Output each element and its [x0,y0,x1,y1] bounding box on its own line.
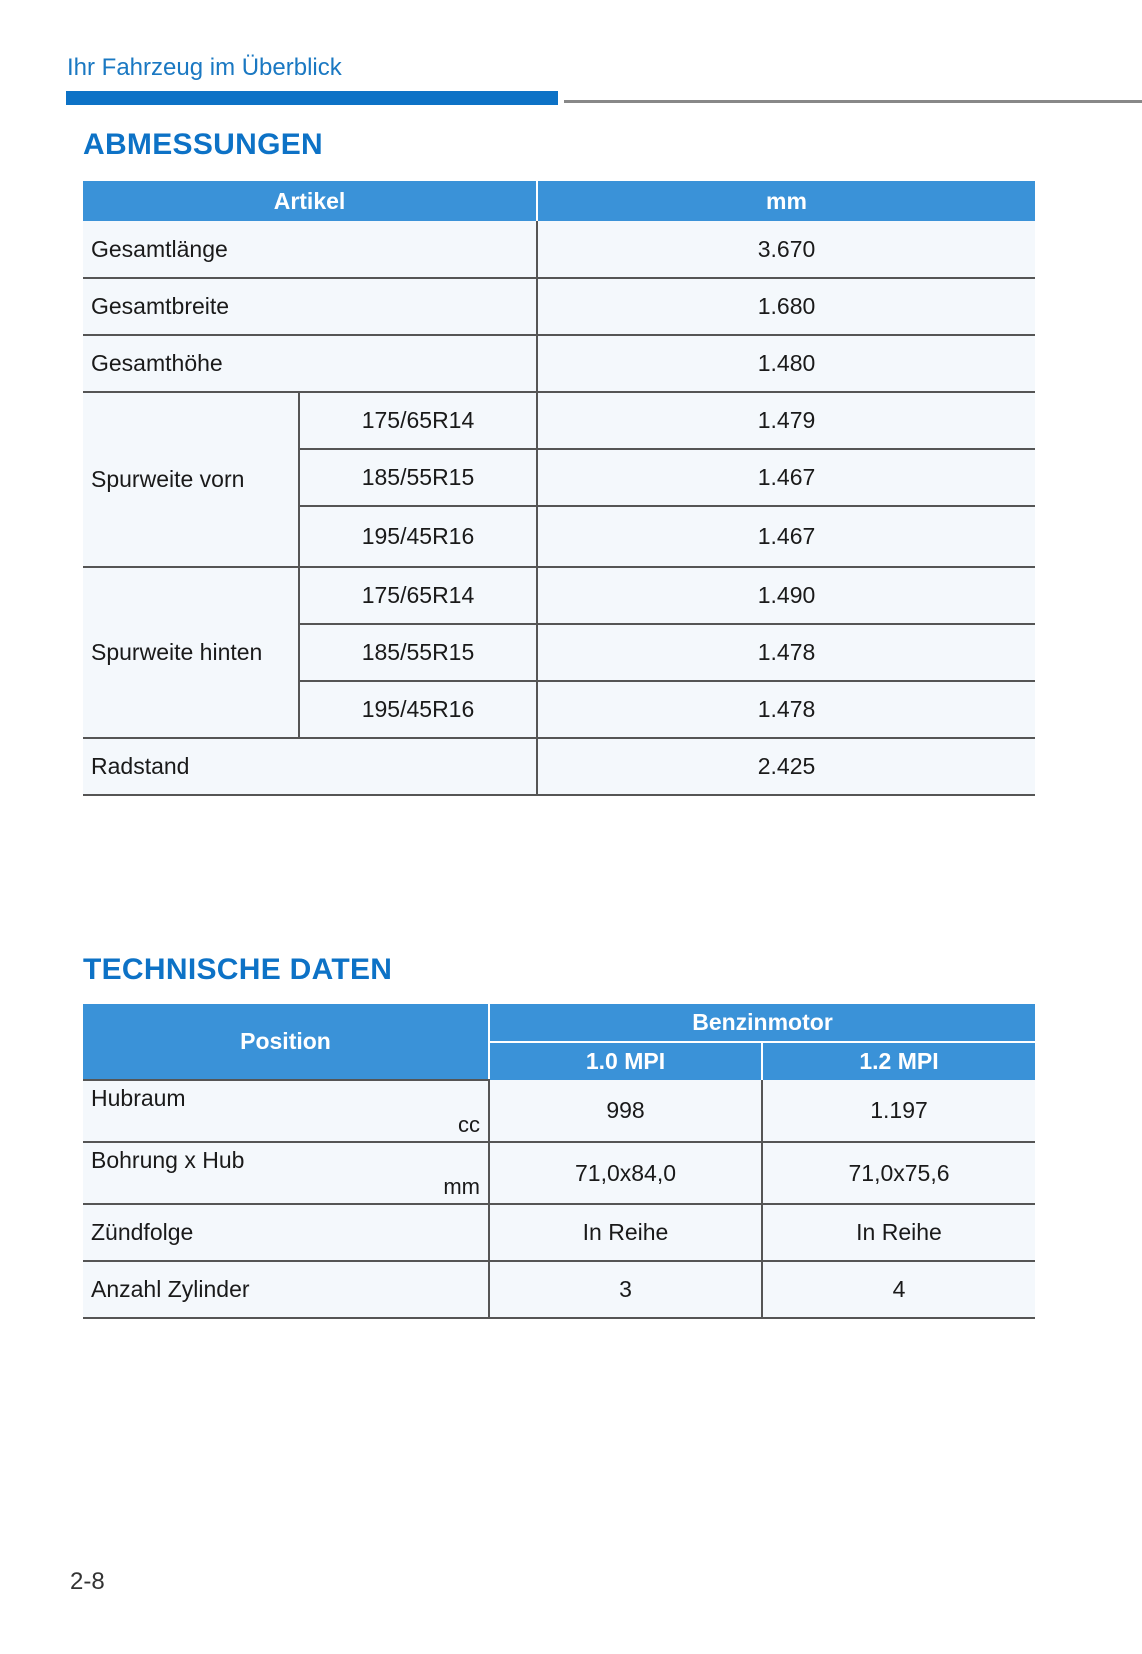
col-header-item: Artikel [83,181,537,221]
tire-size: 185/55R15 [299,449,537,506]
row-value: 1.490 [537,567,1035,624]
table-row [83,335,1035,392]
row-label: Gesamtbreite [83,278,537,335]
row-value: 1.478 [537,624,1035,681]
row-label: Spurweite hinten [83,567,299,738]
table-row [83,1204,1035,1261]
row-label: Spurweite vorn [83,392,299,567]
value-1-2-mpi: In Reihe [762,1204,1035,1261]
col-header-engine: Benzinmotor [489,1004,1035,1042]
table-row [83,1261,1035,1318]
row-value: 3.670 [537,221,1035,278]
value-1-0-mpi: In Reihe [489,1204,762,1261]
row-value: 1.479 [537,392,1035,449]
tire-size: 185/55R15 [299,624,537,681]
tire-size: 175/65R14 [299,567,537,624]
value-1-2-mpi: 1.197 [762,1080,1035,1142]
tire-size: 195/45R16 [299,681,537,738]
table-row [83,567,1035,624]
table-row [83,1142,1035,1204]
row-value: 1.467 [537,449,1035,506]
table-row [83,1080,1035,1142]
technical-data-table [83,1004,1035,1319]
tire-size: 195/45R16 [299,506,537,567]
value-1-2-mpi: 4 [762,1261,1035,1318]
dimensions-title: ABMESSUNGEN [83,128,323,161]
row-label: Gesamthöhe [83,335,537,392]
table-row [83,738,1035,795]
value-1-0-mpi: 71,0x84,0 [489,1142,762,1204]
header-divider-line [564,100,1142,103]
page-number: 2-8 [70,1568,105,1595]
row-value: 1.478 [537,681,1035,738]
table-row [83,221,1035,278]
technical-data-title: TECHNISCHE DATEN [83,953,393,986]
dimensions-header-row [83,181,1035,221]
col-header-1-0-mpi: 1.0 MPI [489,1042,762,1080]
technical-header-row [83,1004,1035,1042]
dimensions-table [83,181,1035,796]
value-1-0-mpi: 998 [489,1080,762,1142]
row-value: 1.680 [537,278,1035,335]
header-accent-bar [66,91,558,105]
table-row [83,278,1035,335]
col-header-1-2-mpi: 1.2 MPI [762,1042,1035,1080]
row-label: Zündfolge [83,1204,489,1261]
section-header-title: Ihr Fahrzeug im Überblick [67,54,342,81]
row-unit: mm [443,1173,480,1199]
row-label: Radstand [83,738,537,795]
value-1-2-mpi: 71,0x75,6 [762,1142,1035,1204]
row-label: Gesamtlänge [83,221,537,278]
col-header-position: Position [83,1004,489,1080]
row-value: 1.467 [537,506,1035,567]
value-1-0-mpi: 3 [489,1261,762,1318]
row-label: Anzahl Zylinder [83,1261,489,1318]
row-value: 2.425 [537,738,1035,795]
col-header-mm: mm [537,181,1035,221]
row-value: 1.480 [537,335,1035,392]
tire-size: 175/65R14 [299,392,537,449]
row-label: Bohrung x Hub [91,1146,245,1173]
row-label: Hubraum [91,1084,186,1111]
row-unit: cc [458,1111,480,1137]
table-row [83,392,1035,449]
